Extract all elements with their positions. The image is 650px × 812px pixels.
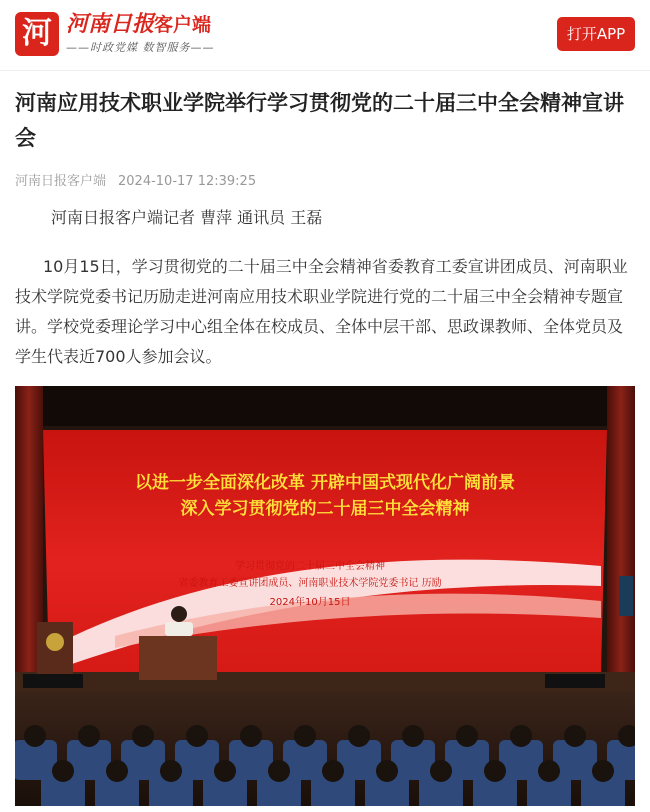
speaker-body	[165, 622, 193, 636]
article-byline: 河南日报客户端记者 曹萍 通讯员 王磊	[51, 208, 323, 227]
audience-member	[538, 760, 560, 782]
audience-member	[402, 725, 424, 747]
audience-member	[510, 725, 532, 747]
app-header	[0, 0, 650, 71]
screen-sub-line2: 省委教育工委宣讲团成员、河南职业技术学院党委书记 历励	[178, 578, 442, 589]
audience-member	[214, 760, 236, 782]
audience-member	[24, 725, 46, 747]
article-datetime: 2024-10-17 12:39:25	[118, 174, 257, 189]
stage-speaker-left	[23, 674, 83, 688]
brand-name	[66, 10, 211, 38]
screen-slogan-line1: 以进一步全面深化改革 开辟中国式现代化广阔前景	[135, 473, 515, 493]
podium-desk	[139, 636, 217, 680]
audience-member	[240, 725, 262, 747]
screen-sub-date: 2024年10月15日	[269, 597, 351, 608]
audience-member	[592, 760, 614, 782]
side-monitor	[619, 576, 633, 616]
audience-member	[322, 760, 344, 782]
audience-member	[456, 725, 478, 747]
school-emblem-icon	[46, 633, 64, 651]
audience-member	[268, 760, 290, 782]
audience-member	[564, 725, 586, 747]
audience-member	[160, 760, 182, 782]
audience-member	[348, 725, 370, 747]
audience-member	[132, 725, 154, 747]
audience-member	[186, 725, 208, 747]
ceiling	[15, 386, 635, 426]
article-photo[interactable]	[15, 386, 635, 806]
audience-member	[484, 760, 506, 782]
audience-member	[430, 760, 452, 782]
screen-slogan-line2: 深入学习贯彻党的二十届三中全会精神	[180, 499, 470, 519]
brand-name-main: 河南日报	[66, 11, 155, 37]
audience-member	[106, 760, 128, 782]
henan-daily-logo-icon: 河	[15, 12, 59, 56]
brand-slogan: ——时政党媒 数智服务——	[66, 41, 215, 54]
brand-name-suffix: 客户端	[154, 14, 212, 36]
audience-member	[376, 760, 398, 782]
article-paragraph: 10月15日，学习贯彻党的二十届三中全会精神省委教育工委宣讲团成员、河南职业技术学院党委书记历励走进河南应用技术职业学院进行党的二十届三中全会精神专题宣讲。学校党委理论学习中心组全体在校成员、全体中层干部、思政课教师、全体党员及学生代表近700人参加会议。	[15, 257, 628, 366]
screen-sub-line1: 学习贯彻党的二十届三中全会精神	[235, 561, 385, 572]
audience-member	[52, 760, 74, 782]
article-source: 河南日报客户端	[15, 174, 107, 189]
right-curtain	[607, 386, 635, 686]
speaker-head	[171, 606, 187, 622]
audience-member	[78, 725, 100, 747]
article-meta	[15, 170, 256, 189]
stage-edge	[15, 672, 635, 692]
audience-member	[294, 725, 316, 747]
auditorium-scene	[15, 386, 635, 806]
article-title: 河南应用技术职业学院举行学习贯彻党的二十届三中全会精神宣讲会	[15, 91, 624, 150]
open-app-button[interactable]: 打开APP	[557, 17, 635, 51]
stage-speaker-right	[545, 674, 605, 688]
